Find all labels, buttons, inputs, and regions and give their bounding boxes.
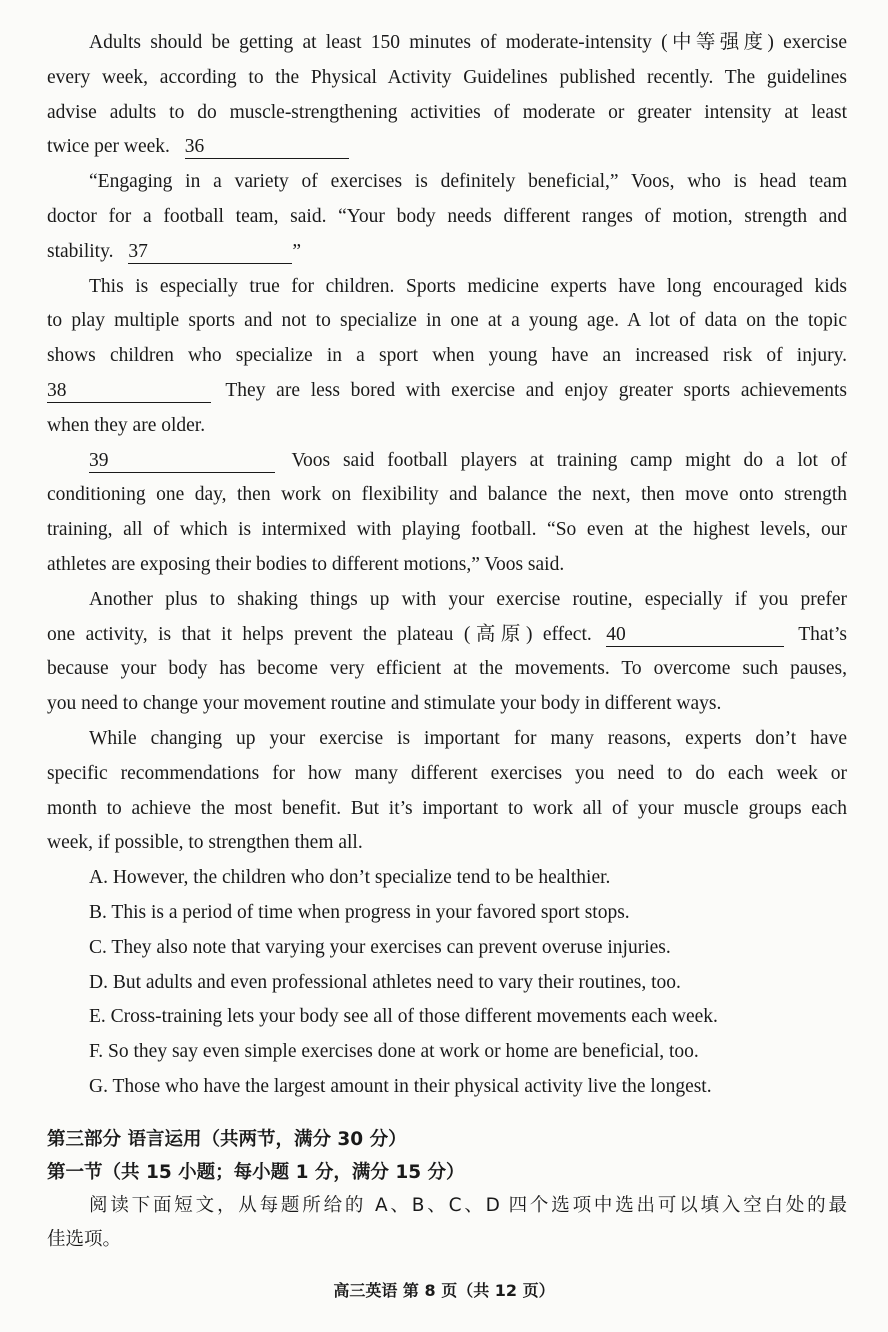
text-line — [47, 130, 847, 165]
blank-37: 37 — [128, 241, 292, 264]
text-line: specific recommendations for how many different exercises you need to do each week or — [47, 762, 847, 784]
option-a: A. However, the children who don’t specialize tend to be healthier. — [89, 867, 611, 889]
text-line — [47, 374, 847, 409]
text-line: athletes are exposing their bodies to different motions,” Voos said. — [47, 553, 565, 575]
exam-page — [47, 26, 847, 1257]
answer-options — [47, 861, 847, 1105]
text-fragment: stability. — [47, 240, 114, 262]
text-fragment: twice per week. — [47, 136, 170, 158]
option-c: C. They also note that varying your exercises can prevent overuse injuries. — [89, 936, 671, 958]
option-g: G. Those who have the largest amount in their physical activity live the longest. — [89, 1075, 712, 1097]
text-line: This is especially true for children. Sports medicine experts have long encouraged kids — [89, 275, 847, 297]
instruction-line: 佳选项。 — [47, 1228, 122, 1250]
text-fragment: ” — [292, 240, 301, 262]
blank-38: 38 — [47, 380, 211, 403]
text-line: every week, according to the Physical Activity Guidelines published recently. The guidelines — [47, 66, 847, 88]
text-fragment: That’s — [798, 623, 848, 645]
paragraph-1 — [47, 26, 847, 165]
option-e: E. Cross-training lets your body see all of those different movements each week. — [89, 1006, 718, 1028]
part-title: 第三部分 语言运用（共两节，满分 30 分） — [47, 1128, 407, 1150]
text-line: when they are older. — [47, 414, 206, 436]
text-line — [47, 618, 847, 653]
text-line: you need to change your movement routine and stimulate your body in different ways. — [47, 693, 722, 715]
paragraph-5 — [47, 583, 847, 722]
instructions — [47, 1189, 847, 1257]
text-line: because your body has become very efficient at the movements. To overcome such pauses, — [47, 658, 847, 680]
text-fragment: They are less bored with exercise and enjoy greater sports achievements — [225, 379, 847, 401]
text-line: week, if possible, to strengthen them all. — [47, 832, 363, 854]
paragraph-3 — [47, 270, 847, 444]
section-title: 第一节（共 15 小题；每小题 1 分，满分 15 分） — [47, 1161, 465, 1183]
text-line: Another plus to shaking things up with your exercise routine, especially if you prefer — [89, 588, 847, 610]
text-line: month to achieve the most benefit. But it’s important to work all of your muscle groups each — [47, 797, 847, 819]
option-f: F. So they say even simple exercises done at work or home are beneficial, too. — [89, 1041, 699, 1063]
text-line: advise adults to do muscle-strengthening activities of moderate or greater intensity at least — [47, 101, 847, 123]
text-line: “Engaging in a variety of exercises is definitely beneficial,” Voos, who is head team — [89, 171, 847, 193]
text-line — [47, 235, 847, 270]
paragraph-4 — [47, 444, 847, 583]
text-fragment: one activity, is that it helps prevent the plateau (高原) effect. — [47, 623, 592, 645]
blank-36: 36 — [185, 136, 349, 159]
text-line: conditioning one day, then work on flexibility and balance the next, then move onto strength — [47, 484, 847, 506]
text-line: to play multiple sports and not to specialize in one at a young age. A lot of data on the topic — [47, 310, 847, 332]
part-3-section — [47, 1123, 847, 1257]
blank-39: 39 — [89, 450, 275, 473]
option-d: D. But adults and even professional athletes need to vary their routines, too. — [89, 971, 681, 993]
blank-40: 40 — [606, 624, 784, 647]
text-line: shows children who specialize in a sport when young have an increased risk of injury. — [47, 345, 847, 367]
text-fragment: Voos said football players at training camp might do a lot of — [291, 449, 847, 471]
text-line — [47, 444, 847, 479]
paragraph-2 — [47, 165, 847, 269]
page-footer: 高三英语 第 8 页（共 12 页） — [333, 1281, 555, 1300]
text-line: training, all of which is intermixed with playing football. “So even at the highest levels, our — [47, 519, 847, 541]
paragraph-6 — [47, 722, 847, 861]
option-b: B. This is a period of time when progress in your favored sport stops. — [89, 901, 630, 923]
text-line: doctor for a football team, said. “Your body needs different ranges of motion, strength and — [47, 205, 847, 227]
text-line: While changing up your exercise is important for many reasons, experts don’t have — [89, 727, 847, 749]
text-line: Adults should be getting at least 150 minutes of moderate-intensity (中等强度) exercise — [89, 32, 847, 53]
instruction-line: 阅读下面短文，从每题所给的 A、B、C、D 四个选项中选出可以填入空白处的最 — [89, 1194, 847, 1216]
